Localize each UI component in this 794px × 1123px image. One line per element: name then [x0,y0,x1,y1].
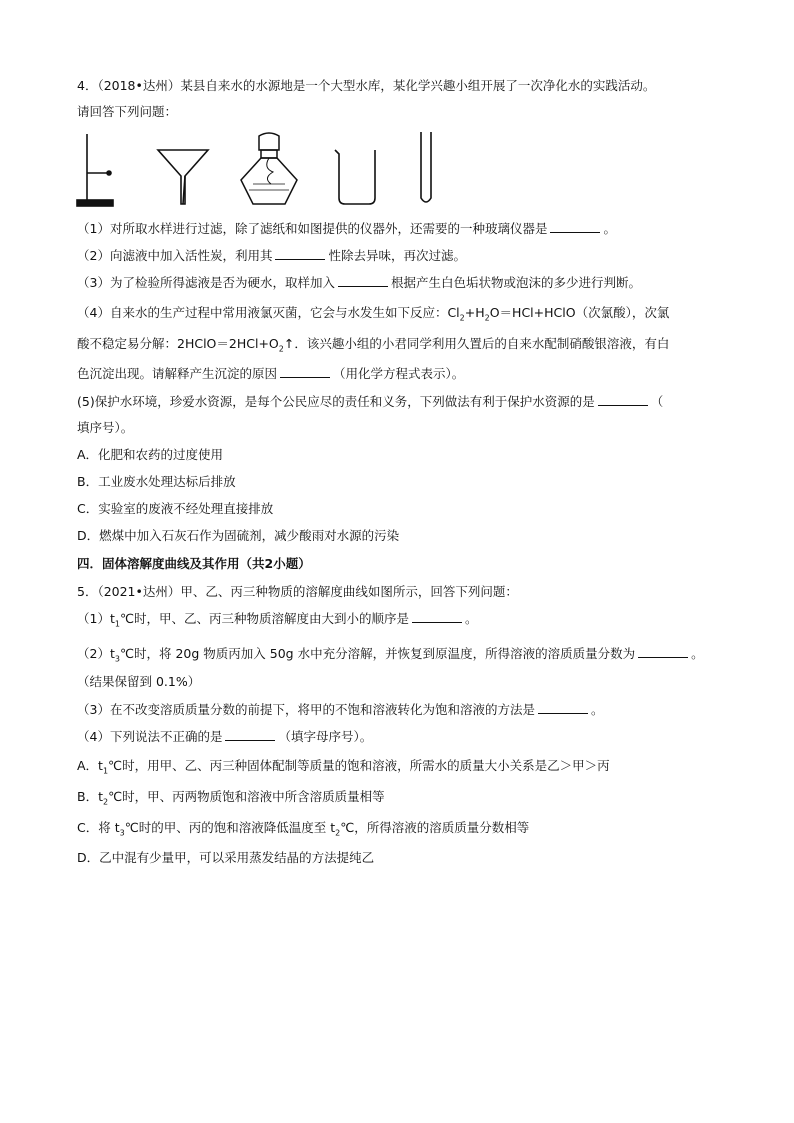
q4-part4-line1 [77,305,669,327]
q4-part1-text: （1）对所取水样进行过滤，除了滤纸和如图提供的仪器外，还需要的一种玻璃仪器是 [77,221,548,236]
q4-part4-text-c: O＝HCl+HClO（次氯酸），次氯 [489,305,670,320]
q5-option-b-sub: 2 [102,797,109,807]
q4-part4-line2 [77,336,669,358]
q5-option-c [77,820,529,842]
apparatus-figure [73,128,453,208]
q4-part5-paren: （ [650,394,664,409]
q5-option-c-sub2: 2 [335,828,341,838]
q5-option-d: D．乙中混有少量甲，可以采用蒸发结晶的方法提纯乙 [77,850,375,865]
q5-option-a-text-a: A．t [77,758,103,773]
q5-part3 [77,702,603,718]
q4-part2-blank[interactable] [275,248,325,260]
q5-part2-sub: 3 [114,654,120,664]
q5-part1-blank[interactable] [412,611,462,623]
q4-part1-end: 。 [603,221,616,236]
q5-option-c-sub1: 3 [119,828,125,838]
q5-part1-sub: 1 [114,619,120,629]
beaker-icon [335,150,375,204]
q5-option-c-text-c: ℃，所得溶液的溶质质量分数相等 [340,820,530,835]
q4-part2 [77,248,466,264]
q4-part5-line1 [77,394,663,410]
q4-part4-line2-text-a: 酸不稳定易分解：2HClO＝2HCl+O [77,336,279,351]
q4-part3-text: （3）为了检验所得滤液是否为硬水，取样加入 [77,275,335,290]
q5-part3-text: （3）在不改变溶质质量分数的前提下，将甲的不饱和溶液转化为饱和溶液的方法是 [77,702,535,717]
q5-option-b [77,789,385,811]
test-tube-icon [421,132,431,202]
q5-part2 [77,646,704,668]
q4-part4-text-b: +H [464,305,485,320]
q4-part4-line3-text-a: 色沉淀出现。请解释产生沉淀的原因 [77,366,278,381]
q5-part4 [77,729,372,745]
q4-intro-line-2: 请回答下列问题： [77,104,178,119]
q4-part2-end: 性除去异味，再次过滤。 [328,248,466,263]
q5-part3-blank[interactable] [538,702,588,714]
q5-part2-blank[interactable] [638,646,688,658]
q4-option-a: A．化肥和农药的过度使用 [77,447,224,462]
q5-part2-line2: （结果保留到 0.1%） [77,674,201,689]
q4-part3 [77,275,641,291]
q4-option-d: D．燃煤中加入石灰石作为固硫剂，减少酸雨对水源的污染 [77,528,400,543]
q5-option-c-text-b: ℃时的甲、丙的饱和溶液降低温度至 t [124,820,336,835]
q5-option-a-text-b: ℃时，用甲、乙、丙三种固体配制等质量的饱和溶液，所需水的质量大小关系是乙＞甲＞丙 [108,758,610,773]
q5-part3-end: 。 [590,702,604,717]
q4-part1 [77,221,616,237]
q5-part2-text-b: ℃时，将 20g 物质丙加入 50g 水中充分溶解，并恢复到原温度，所得溶液的溶质质量分数为 [119,646,636,661]
q5-option-c-text-a: C．将 t [77,820,120,835]
q4-part4-sub2: 2 [484,313,490,323]
q5-option-b-text-a: B．t [77,789,103,804]
q4-option-b: B．工业废水处理达标后排放 [77,474,236,489]
q5-option-b-text-b: ℃时，甲、丙两物质饱和溶液中所含溶质质量相等 [108,789,385,804]
q5-intro: 5．（2021•达州）甲、乙、丙三种物质的溶解度曲线如图所示，回答下列问题： [77,584,518,599]
q4-part3-end: 根据产生白色垢状物或泡沫的多少进行判断。 [390,275,641,290]
q4-part2-text: （2）向滤液中加入活性炭，利用其 [77,248,273,263]
q5-part1-end: 。 [465,611,478,626]
q4-part4-line2-text-b: ↑．该兴趣小组的小君同学利用久置后的自来水配制硝酸银溶液，有白 [283,336,670,351]
q5-part4-blank[interactable] [225,729,275,741]
q5-option-a-sub: 1 [102,766,109,776]
q4-part4-blank[interactable] [280,366,330,378]
q4-part5-blank[interactable] [598,394,648,406]
section-heading: 四．固体溶解度曲线及其作用（共2小题） [77,556,311,571]
funnel-icon [158,150,208,204]
q4-part1-blank[interactable] [550,221,600,233]
q5-part4-end: （填字母序号）。 [278,729,373,744]
q4-part4-sub1: 2 [459,313,465,323]
q5-part1-text-b: ℃时，甲、乙、丙三种物质溶解度由大到小的顺序是 [119,611,409,626]
q5-part2-text-a: （2）t [77,646,115,661]
q4-part4-text-a: （4）自来水的生产过程中常用液氯灭菌，它会与水发生如下反应：Cl [77,305,460,320]
q4-part4-line2-sub: 2 [278,344,284,354]
q5-part1 [77,611,478,633]
q4-part4-line3 [77,366,464,382]
q4-option-c: C．实验室的废液不经处理直接排放 [77,501,274,516]
q5-part4-text: （4）下列说法不正确的是 [77,729,223,744]
iron-stand-icon [77,134,113,206]
q4-part5-text: (5)保护水环境，珍爱水资源，是每个公民应尽的责任和义务，下列做法有利于保护水资源的是 [77,394,595,409]
q4-part4-line3-text-b: （用化学方程式表示）。 [333,366,465,381]
q4-part5-line2: 填序号）。 [77,420,134,435]
q5-part2-end: 。 [691,646,704,661]
q5-option-a [77,758,610,780]
q5-part1-text-a: （1）t [77,611,115,626]
q4-part3-blank[interactable] [338,275,388,287]
alcohol-lamp-icon [241,133,297,204]
q4-intro-line-1: 4．（2018•达州）某县自来水的水源地是一个大型水库，某化学兴趣小组开展了一次净化水的实践活动。 [77,78,656,93]
